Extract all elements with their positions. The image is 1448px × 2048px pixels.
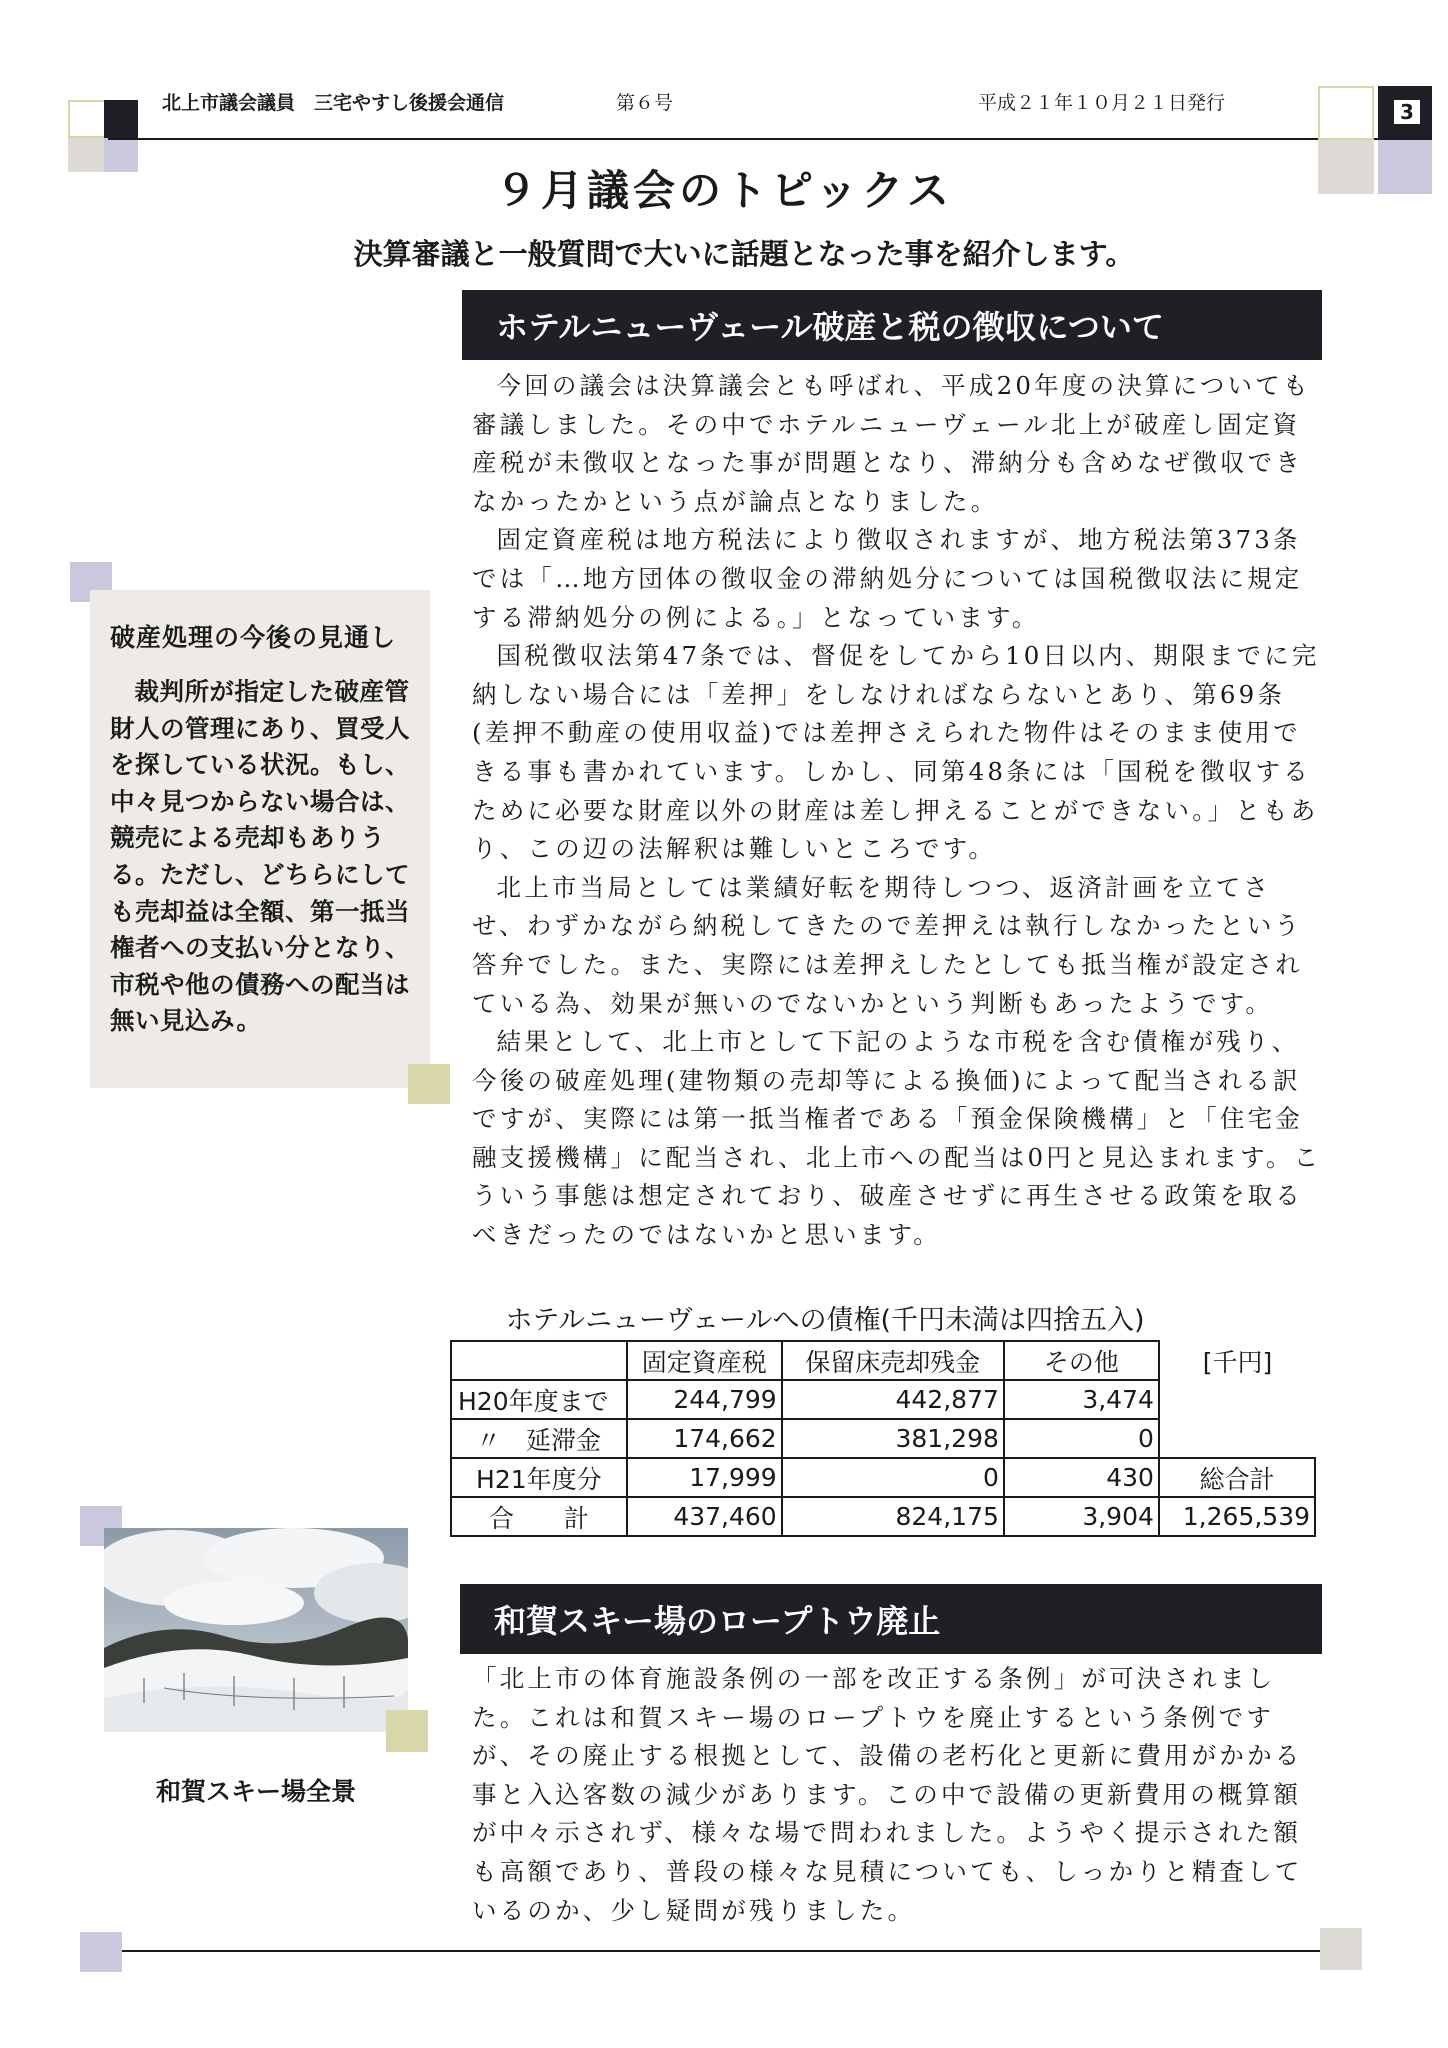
decor-square <box>104 100 138 138</box>
newsletter-name: 北上市議会議員 三宅やすし後援会通信 <box>162 92 505 114</box>
table-cell: 0 <box>782 1458 1004 1497</box>
table-total-row <box>451 1497 1315 1536</box>
article-paragraph: 「北上市の体育施設条例の一部を改正する条例」が可決されました。これは和賀スキー場のロープトウを廃止するという条例ですが、その廃止する根拠として、設備の老朽化と更新に費用がかかる事と入込客数の減少があります。この中で設備の更新費用の概算額が中々示されず、様々な場で問われました。ようやく提示された額も高額であり、普段の様々な見積についても、しっかりと精査しているのか、少し疑問が残りました。 <box>472 1664 1303 1925</box>
issue-date: 平成２１年１０月２１日発行 <box>978 92 1226 114</box>
section-heading-ski: 和賀スキー場のロープトウ廃止 <box>460 1584 1322 1654</box>
footer-rule <box>120 1950 1320 1952</box>
table-caption: ホテルニューヴェールへの債権(千円未満は四捨五入) <box>505 1305 1145 1336</box>
table-cell: 244,799 <box>627 1380 782 1419</box>
table-cell: 17,999 <box>627 1458 782 1497</box>
column-header: 固定資産税 <box>627 1341 782 1380</box>
grand-total-value: 1,265,539 <box>1159 1497 1315 1536</box>
table-cell: 824,175 <box>782 1497 1004 1536</box>
grand-total-label: 総合計 <box>1159 1458 1315 1497</box>
table-header-row <box>451 1341 1315 1380</box>
table-cell: 0 <box>1004 1419 1159 1458</box>
page-number: 3 <box>1394 100 1420 124</box>
empty-cell <box>1159 1380 1315 1419</box>
decor-square <box>80 1932 122 1972</box>
row-label: 〃 延滞金 <box>451 1419 627 1458</box>
page-subtitle: 決算審議と一般質問で大いに話題となった事を紹介します。 <box>353 237 1135 271</box>
page-title: ９月議会のトピックス <box>495 166 953 215</box>
decor-square <box>1318 86 1374 140</box>
unit-label: [千円] <box>1202 1347 1273 1377</box>
table-cell: 3,904 <box>1004 1497 1159 1536</box>
header-rule <box>108 138 1380 140</box>
hotel-article-body <box>472 367 1322 1255</box>
article-paragraph: 結果として、北上市として下記のような市税を含む債権が残り、今後の破産処理(建物類の売却等による換価)によって配当される訳ですが、実際には第一抵当権者である「預金保険機構」と「住宅金融支援機構」に配当され、北上市への配当は0円と見込まれます。こういう事態は想定されており、破産させずに再生させる政策を取るべきだったのではないかと思います。 <box>472 1027 1322 1250</box>
article-paragraph: 北上市当局としては業績好転を期待しつつ、返済計画を立てさせ、わずかながら納税してきたので差押えは執行しなかったという答弁でした。また、実際には差押えしたとしても抵当権が設定されている為、効果が無いのでないかという判断もあったようです。 <box>472 872 1303 1018</box>
column-header: 保留床売却残金 <box>782 1341 1004 1380</box>
sidebar-body: 裁判所が指定した破産管財人の管理にあり、買受人を探している状況。もし、中々見つからない場合は、競売による売却もありうる。ただし、どちらにしても売却益は全額、第一抵当権者への支払い分となり、市税や他の債務への配当は無い見込み。 <box>110 677 410 1036</box>
sidebar-heading: 破産処理の今後の見通し <box>110 623 397 652</box>
row-label: H20年度まで <box>451 1380 627 1419</box>
issue-number: 第６号 <box>616 92 674 114</box>
debt-table <box>450 1340 1316 1537</box>
row-label: H21年度分 <box>451 1458 627 1497</box>
column-header: その他 <box>1004 1341 1159 1380</box>
article-paragraph: 国税徴収法第47条では、督促をしてから10日以内、期限までに完納しない場合には「差押」をしなければならないとあり、第69条(差押不動産の使用収益)では差押さえられた物件はそのまま使用できる事も書かれています。しかし、同第48条には「国税を徴収するために必要な財産以外の財産は差し押えることができない。」ともあり、この辺の法解釈は難しいところです。 <box>472 641 1320 864</box>
ski-area-photo <box>104 1528 408 1732</box>
decor-square <box>68 100 106 138</box>
decor-square <box>408 1064 450 1104</box>
article-paragraph: 固定資産税は地方税法により徴収されますが、地方税法第373条では「…地方団体の徴収金の滞納処分については国税徴収法に規定する滞納処分の例による。」となっています。 <box>472 525 1303 632</box>
ski-slope-image <box>104 1528 408 1732</box>
empty-cell <box>1159 1419 1315 1458</box>
bankruptcy-outlook-box <box>90 590 430 1088</box>
table-corner-cell <box>451 1341 627 1380</box>
table-cell: 442,877 <box>782 1380 1004 1419</box>
table-row <box>451 1380 1315 1419</box>
table-cell: 3,474 <box>1004 1380 1159 1419</box>
table-cell: 174,662 <box>627 1419 782 1458</box>
table-cell: 381,298 <box>782 1419 1004 1458</box>
ski-article-body <box>472 1660 1322 1930</box>
article-paragraph: 今回の議会は決算議会とも呼ばれ、平成20年度の決算についても審議しました。その中でホテルニューヴェール北上が破産し固定資産税が未徴収となった事が問題となり、滞納分も含めなぜ徴収できなかったかという点が論点となりました。 <box>472 371 1311 516</box>
table-cell: 430 <box>1004 1458 1159 1497</box>
decor-square <box>1320 1928 1362 1970</box>
photo-caption: 和賀スキー場全景 <box>155 1777 356 1806</box>
table-row <box>451 1458 1315 1497</box>
row-label: 合 計 <box>451 1497 627 1536</box>
table-cell: 437,460 <box>627 1497 782 1536</box>
decor-square <box>386 1710 428 1752</box>
section-heading-hotel: ホテルニューヴェール破産と税の徴収について <box>462 290 1322 360</box>
table-row <box>451 1419 1315 1458</box>
